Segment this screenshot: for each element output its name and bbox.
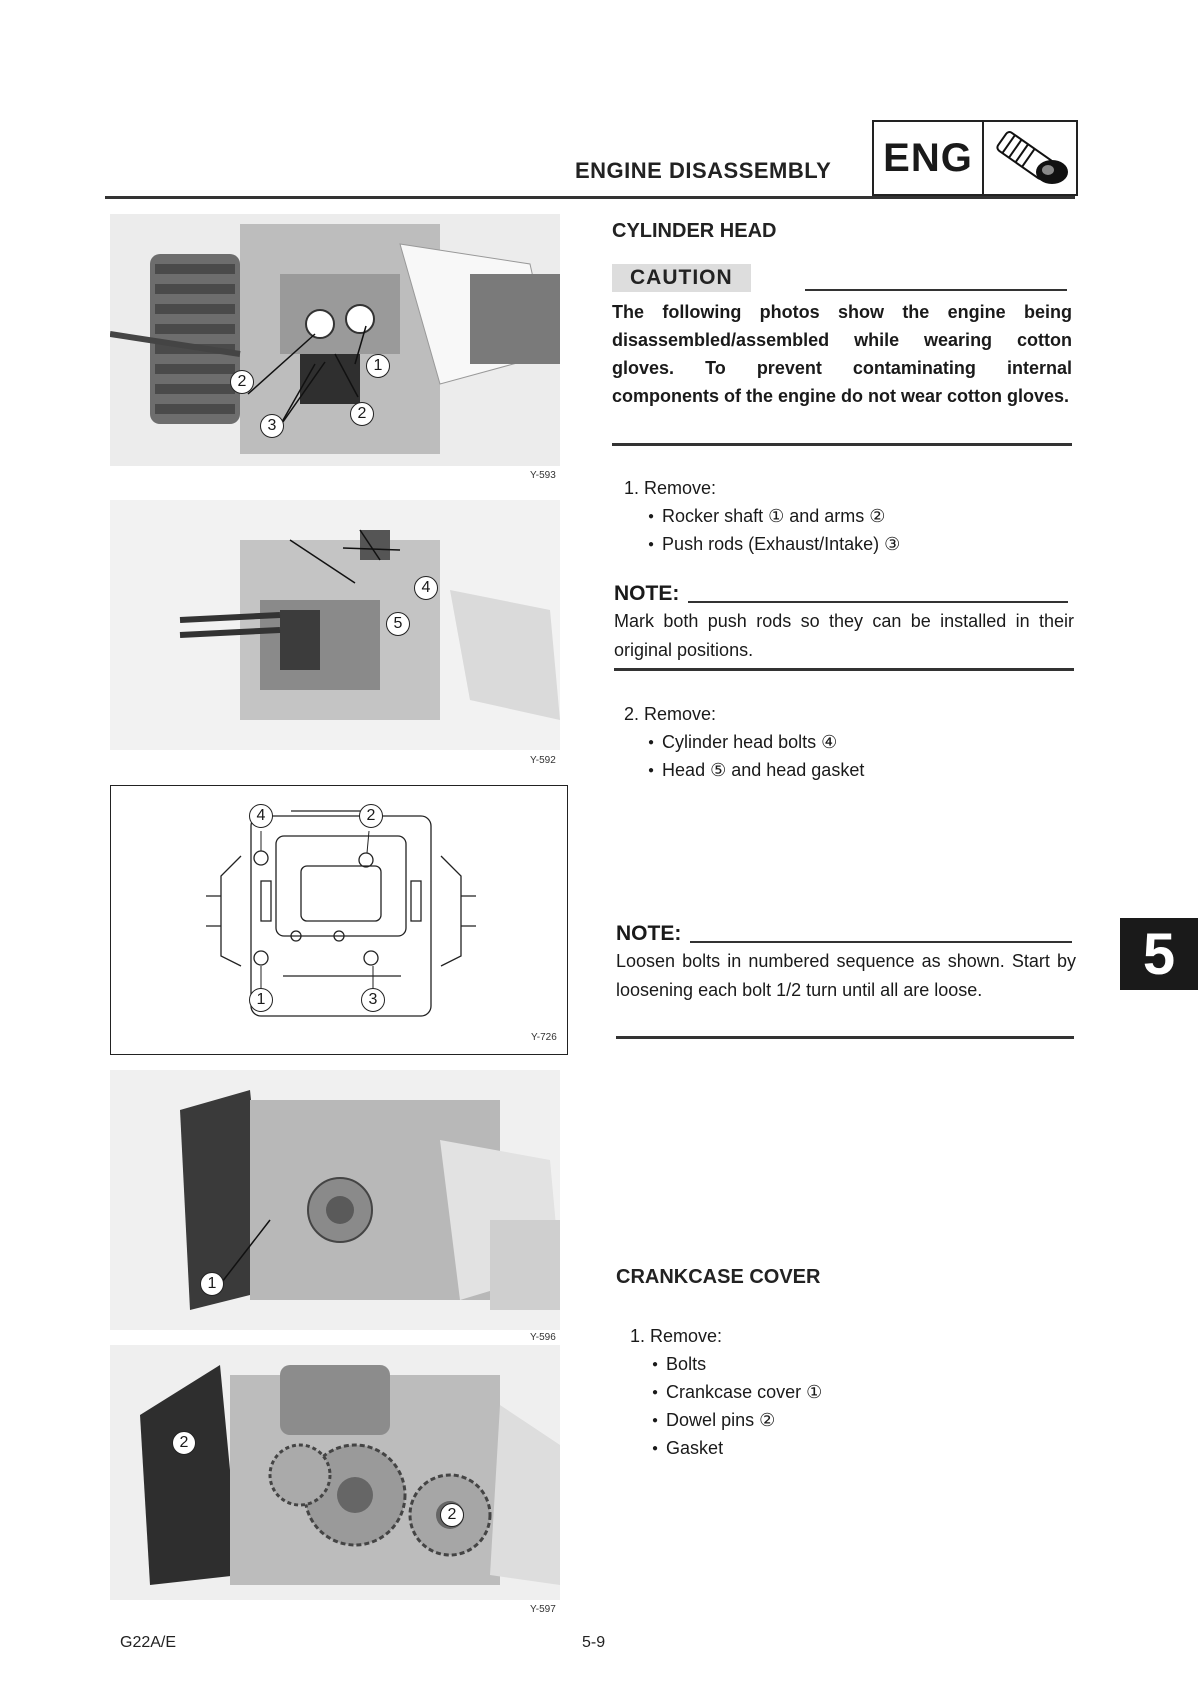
callout-2: 2 <box>350 402 374 426</box>
crankcase-step-1-heading: 1. Remove: <box>630 1326 723 1346</box>
note-1-text: Mark both push rods so they can be installed in their original positions. <box>614 611 1074 660</box>
callout-3: 3 <box>260 414 284 438</box>
figure-code: Y-597 <box>530 1604 556 1615</box>
crankcase-step-1-item: ● Bolts <box>652 1350 706 1379</box>
step-1-item: ● Push rods (Exhaust/Intake) ③ <box>648 530 900 559</box>
callout-3: 3 <box>361 988 385 1012</box>
photo-cylinder-head-bolts <box>110 500 560 750</box>
footer-model: G22A/E <box>120 1634 177 1651</box>
step-1-item: ● Rocker shaft ① and arms ② <box>648 502 885 531</box>
caution-text: The following photos show the engine being disassembled/assembled while wearing cotton gloves. To prevent contaminating internal components of the engine do not wear cotton gloves. <box>612 302 1072 406</box>
photo-dowel-pins <box>110 1345 560 1600</box>
eng-badge-label: ENG <box>874 122 984 194</box>
caution-label: CAUTION <box>612 264 751 292</box>
crankcase-step-1-item: ● Gasket <box>652 1434 723 1463</box>
header-rule <box>105 196 1075 199</box>
page-section-title: ENGINE DISASSEMBLY <box>575 158 832 183</box>
callout-2: 2 <box>230 370 254 394</box>
caution-rule <box>805 289 1067 291</box>
step-2-item: ● Cylinder head bolts ④ <box>648 728 837 757</box>
caution-end-rule <box>612 443 1072 446</box>
step-2-heading: 2. Remove: <box>624 704 717 724</box>
callout-5: 5 <box>386 612 410 636</box>
note-2-text: Loosen bolts in numbered sequence as shown. Start by loosening each bolt 1/2 turn until all are loose. <box>616 951 1076 1000</box>
figure-code: Y-592 <box>530 755 556 766</box>
note-1-end-rule <box>614 668 1074 671</box>
note-1-line <box>688 601 1068 603</box>
crankcase-cover-title: CRANKCASE COVER <box>616 1266 821 1288</box>
diagram-bolt-sequence <box>110 785 568 1055</box>
cylinder-head-title: CYLINDER HEAD <box>612 220 777 242</box>
note-2-line <box>690 941 1072 943</box>
footer-page-number: 5-9 <box>582 1634 606 1651</box>
engine-photo-illustration <box>110 1070 560 1330</box>
photo-crankcase-cover <box>110 1070 560 1330</box>
callout-2: 2 <box>440 1503 464 1527</box>
step-2-item: ● Head ⑤ and head gasket <box>648 756 864 785</box>
photo-rocker-shaft <box>110 214 560 466</box>
engine-photo-illustration <box>110 500 560 750</box>
cylinder-head-line-drawing <box>111 786 566 1052</box>
callout-4: 4 <box>414 576 438 600</box>
crankcase-step-1-item: ● Dowel pins ② <box>652 1406 775 1435</box>
note-1-label: NOTE: <box>614 582 680 605</box>
callout-4: 4 <box>249 804 273 828</box>
engine-photo-illustration <box>110 214 560 466</box>
callout-2: 2 <box>172 1431 196 1455</box>
note-2-end-rule <box>616 1036 1074 1039</box>
note-2-label: NOTE: <box>616 922 682 945</box>
eng-badge <box>872 120 1078 196</box>
callout-2: 2 <box>359 804 383 828</box>
callout-1: 1 <box>200 1272 224 1296</box>
callout-1: 1 <box>249 988 273 1012</box>
engine-photo-illustration <box>110 1345 560 1600</box>
figure-code: Y-596 <box>530 1332 556 1343</box>
figure-code: Y-726 <box>531 1032 557 1043</box>
callout-1: 1 <box>366 354 390 378</box>
crankcase-step-1-item: ● Crankcase cover ① <box>652 1378 822 1407</box>
engine-icon <box>986 126 1074 192</box>
figure-code: Y-593 <box>530 470 556 481</box>
chapter-tab: 5 <box>1120 918 1198 990</box>
step-1-heading: 1. Remove: <box>624 478 717 498</box>
